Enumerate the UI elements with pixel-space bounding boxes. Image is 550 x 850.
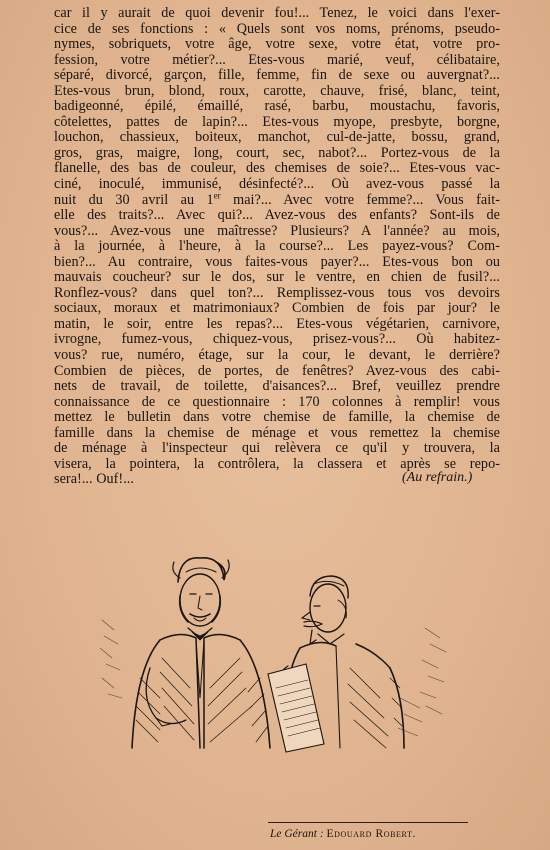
body-line: ciné, inoculé, immunisé, désinfecté?... Où avez-vous passé la [54,176,500,193]
body-line: fession, votre métier?... Etes-vous marié, veuf, célibataire, [54,51,500,68]
body-line: Combien de pièces, de portes, de fenêtres? Avez-vous des cabi- [54,362,500,379]
body-line: Ronflez-vous? dans quel ton?... Remplissez-vous tous vos devoirs [54,284,500,301]
body-line: vous? rue, numéro, étage, sur la cour, le devant, le derrière? [54,347,500,364]
body-line: car il y aurait de quoi devenir fou!... Tenez, le voici dans l'exer- [54,5,500,21]
body-line: nuit du 30 avril au 1er mai?... Avec votre femme?... Vous fait- [54,189,500,208]
two-men-illustration [100,548,460,753]
body-line: matin, le soir, entre les repas?... Etes-vous végétarien, carnivore, [54,315,500,332]
body-line: mauvais coucheur? sur le dos, sur le ventre, en chien de fusil?... [54,269,500,286]
body-line: louchon, chassieux, boiteux, manchot, cul-de-jatte, bossu, grand, [54,129,500,146]
body-line: visera, la pointera, la contrôlera, la classera et après se repo- [54,455,500,472]
footer-gerant [270,828,416,840]
body-line: connaissance de ce questionnaire : 170 colonnes à remplir! vous [54,393,500,410]
body-line: côtelettes, pattes de lapin?... Etes-vous myope, presbyte, borgne, [54,113,500,130]
body-line: de ménage à l'inspecteur qui relèvera ce qu'il y trouvera, la [54,440,500,457]
body-line: elle des traits?... Avec qui?... Avez-vous des enfants? Sont-ils de [54,207,500,224]
body-line: à la journée, à l'heure, à la course?... Les payez-vous? Com- [54,238,500,255]
footer-label: Le Gérant : [270,828,324,840]
body-line: cice de ses fonctions : « Quels sont vos noms, prénoms, pseudo- [54,20,500,37]
body-text [54,6,500,488]
body-line: flanelle, des bas de couleur, des chemises de soie?... Etes-vous vac- [54,160,500,177]
footer-rule [268,822,468,823]
body-line: séparé, divorcé, garçon, fille, femme, fin de sexe ou auvergnat?... [54,67,500,84]
body-line: sera!... Ouf!... [54,471,134,488]
body-line: Etes-vous brun, blond, roux, carotte, chauve, frisé, blanc, teint, [54,82,500,99]
body-line: bien?... Au contraire, vous faites-vous payer?... Etes-vous bon ou [54,253,500,270]
body-line: nymes, sobriquets, votre âge, votre sexe, votre état, votre pro- [54,36,500,53]
footer-name: Edouard Robert. [326,828,416,840]
body-line: famille dans la chemise de ménage et vous remettez la chemise [54,424,500,441]
body-line: mettez le bulletin dans votre chemise de famille, la chemise de [54,409,500,426]
refrain-note: (Au refrain.) [402,470,473,485]
body-line: badigeonné, épilé, émaillé, rasé, barbu, moustachu, favoris, [54,98,500,115]
body-line: nets de travail, de toilette, d'aisances?... Bref, veuillez prendre [54,378,500,395]
body-line: ivrogne, fumez-vous, chiquez-vous, prisez-vous?... Où habitez- [54,331,500,348]
body-line: vous?... Avez-vous une maîtresse? Plusieurs? A l'année? au mois, [54,222,500,239]
body-line: gros, gras, maigre, long, court, sec, nabot?... Portez-vous de la [54,144,500,161]
body-line: sociaux, moraux et matrimoniaux? Combien de fois par jour? le [54,300,500,317]
